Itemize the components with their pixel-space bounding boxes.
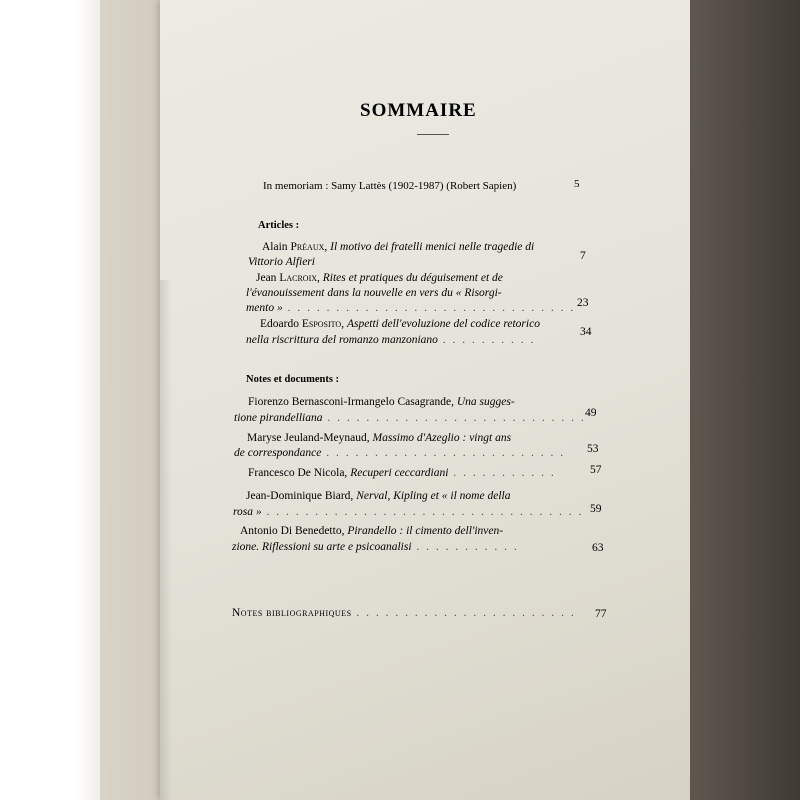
note-title-line: Una sugges- <box>456 396 515 408</box>
note-title-line: Pirandello : il cimento dell'inven- <box>347 525 504 537</box>
article-title-line: Il motivo dei fratelli menici nelle tragedie di <box>330 241 535 253</box>
article-title-line-2 <box>246 333 535 348</box>
note-entry-2 <box>247 431 511 446</box>
background-left <box>0 0 110 800</box>
leader-dots: . . . . . . . . . . . <box>448 467 556 479</box>
author-first: Alain <box>262 241 291 253</box>
note-entry-4 <box>246 489 510 504</box>
page-shadow <box>160 280 172 800</box>
note-page: 59 <box>590 503 602 515</box>
note-title-line: zione. Riflessioni su arte e psicoanalisi <box>232 541 412 553</box>
leader-dots: . . . . . . . . . . . . . . . . . . . . . . . . . . . . . . . . . <box>261 506 584 518</box>
note-title-line: Recuperi ceccardiani <box>350 467 449 479</box>
note-entry-3 <box>248 466 556 481</box>
author-last: Lacroix <box>279 272 318 284</box>
author-first: Edoardo <box>260 318 302 330</box>
note-author: Maryse Jeuland-Meynaud, <box>247 432 373 444</box>
note-title-line: Nerval, Kipling et « il nome della <box>356 490 511 502</box>
note-line-2 <box>234 446 565 461</box>
note-author: Francesco De Nicola, <box>248 467 351 479</box>
article-page: 7 <box>580 250 586 262</box>
background-right <box>690 0 800 800</box>
biblio-label: Notes bibliographiques <box>232 607 352 619</box>
memoriam-entry: In memoriam : Samy Lattès (1902-1987) (Robert Sapien) <box>263 180 517 192</box>
leader-dots: . . . . . . . . . . <box>437 334 536 346</box>
note-author: Antonio Di Benedetto, <box>240 525 348 537</box>
article-title-line: nella riscrittura del romanzo manzoniano <box>246 334 438 346</box>
author-last: Esposito <box>301 318 342 330</box>
note-title-line: rosa » <box>233 506 262 518</box>
article-title-line: l'évanouissement dans la nouvelle en vers du « Risorgi- <box>246 287 502 299</box>
note-page: 53 <box>587 443 599 455</box>
articles-heading: Articles : <box>258 220 300 231</box>
note-page: 57 <box>590 464 602 476</box>
note-title-line: Massimo d'Azeglio : vingt ans <box>372 432 512 444</box>
biblio-page: 77 <box>595 608 607 620</box>
notes-heading: Notes et documents : <box>246 374 340 385</box>
article-page: 23 <box>577 297 589 309</box>
note-line-2 <box>233 505 583 520</box>
note-title-line: tione pirandelliana <box>234 412 323 424</box>
note-author: Jean-Dominique Biard, <box>246 490 357 502</box>
note-entry-5 <box>240 524 503 539</box>
note-title-line: de correspondance <box>234 447 322 459</box>
article-entry-3: Edoardo Esposito, Aspetti dell'evoluzione del codice retorico <box>260 318 540 330</box>
leader-dots: . . . . . . . . . . . . . . . . . . . . . . . . . <box>321 447 566 459</box>
article-title-line: Rites et pratiques du déguisement et de <box>322 272 503 284</box>
article-entry-1: Alain Préaux, Il motivo dei fratelli menici nelle tragedie di <box>262 241 535 253</box>
article-title-line: Aspetti dell'evoluzione del codice retorico <box>346 318 540 330</box>
author-last: Préaux <box>290 241 325 253</box>
note-line-2 <box>232 540 519 555</box>
page-title: SOMMAIRE <box>360 100 477 121</box>
article-title-line-3 <box>246 301 575 316</box>
article-page: 34 <box>580 326 592 338</box>
leader-dots: . . . . . . . . . . . . . . . . . . . . . . . <box>351 607 576 619</box>
note-page: 63 <box>592 542 604 554</box>
leader-dots: . . . . . . . . . . . . . . . . . . . . . . . . . . . <box>322 412 586 424</box>
memoriam-page: 5 <box>574 178 580 190</box>
note-author: Fiorenzo Bernasconi-Irmangelo Casagrande, <box>248 396 457 408</box>
author-first: Jean <box>256 272 280 284</box>
article-entry-2: Jean Lacroix, Rites et pratiques du déguisement et de <box>256 272 503 284</box>
note-line-2 <box>234 411 586 426</box>
leader-dots: . . . . . . . . . . . <box>411 541 519 553</box>
note-entry-1 <box>248 395 515 410</box>
biblio-entry <box>232 606 576 621</box>
article-title-line: Vittorio Alfieri <box>248 256 315 268</box>
title-rule <box>417 134 449 135</box>
note-page: 49 <box>585 407 597 419</box>
article-title-line: mento » <box>246 302 283 314</box>
leader-dots: . . . . . . . . . . . . . . . . . . . . . . . . . . . . . . <box>282 302 576 314</box>
